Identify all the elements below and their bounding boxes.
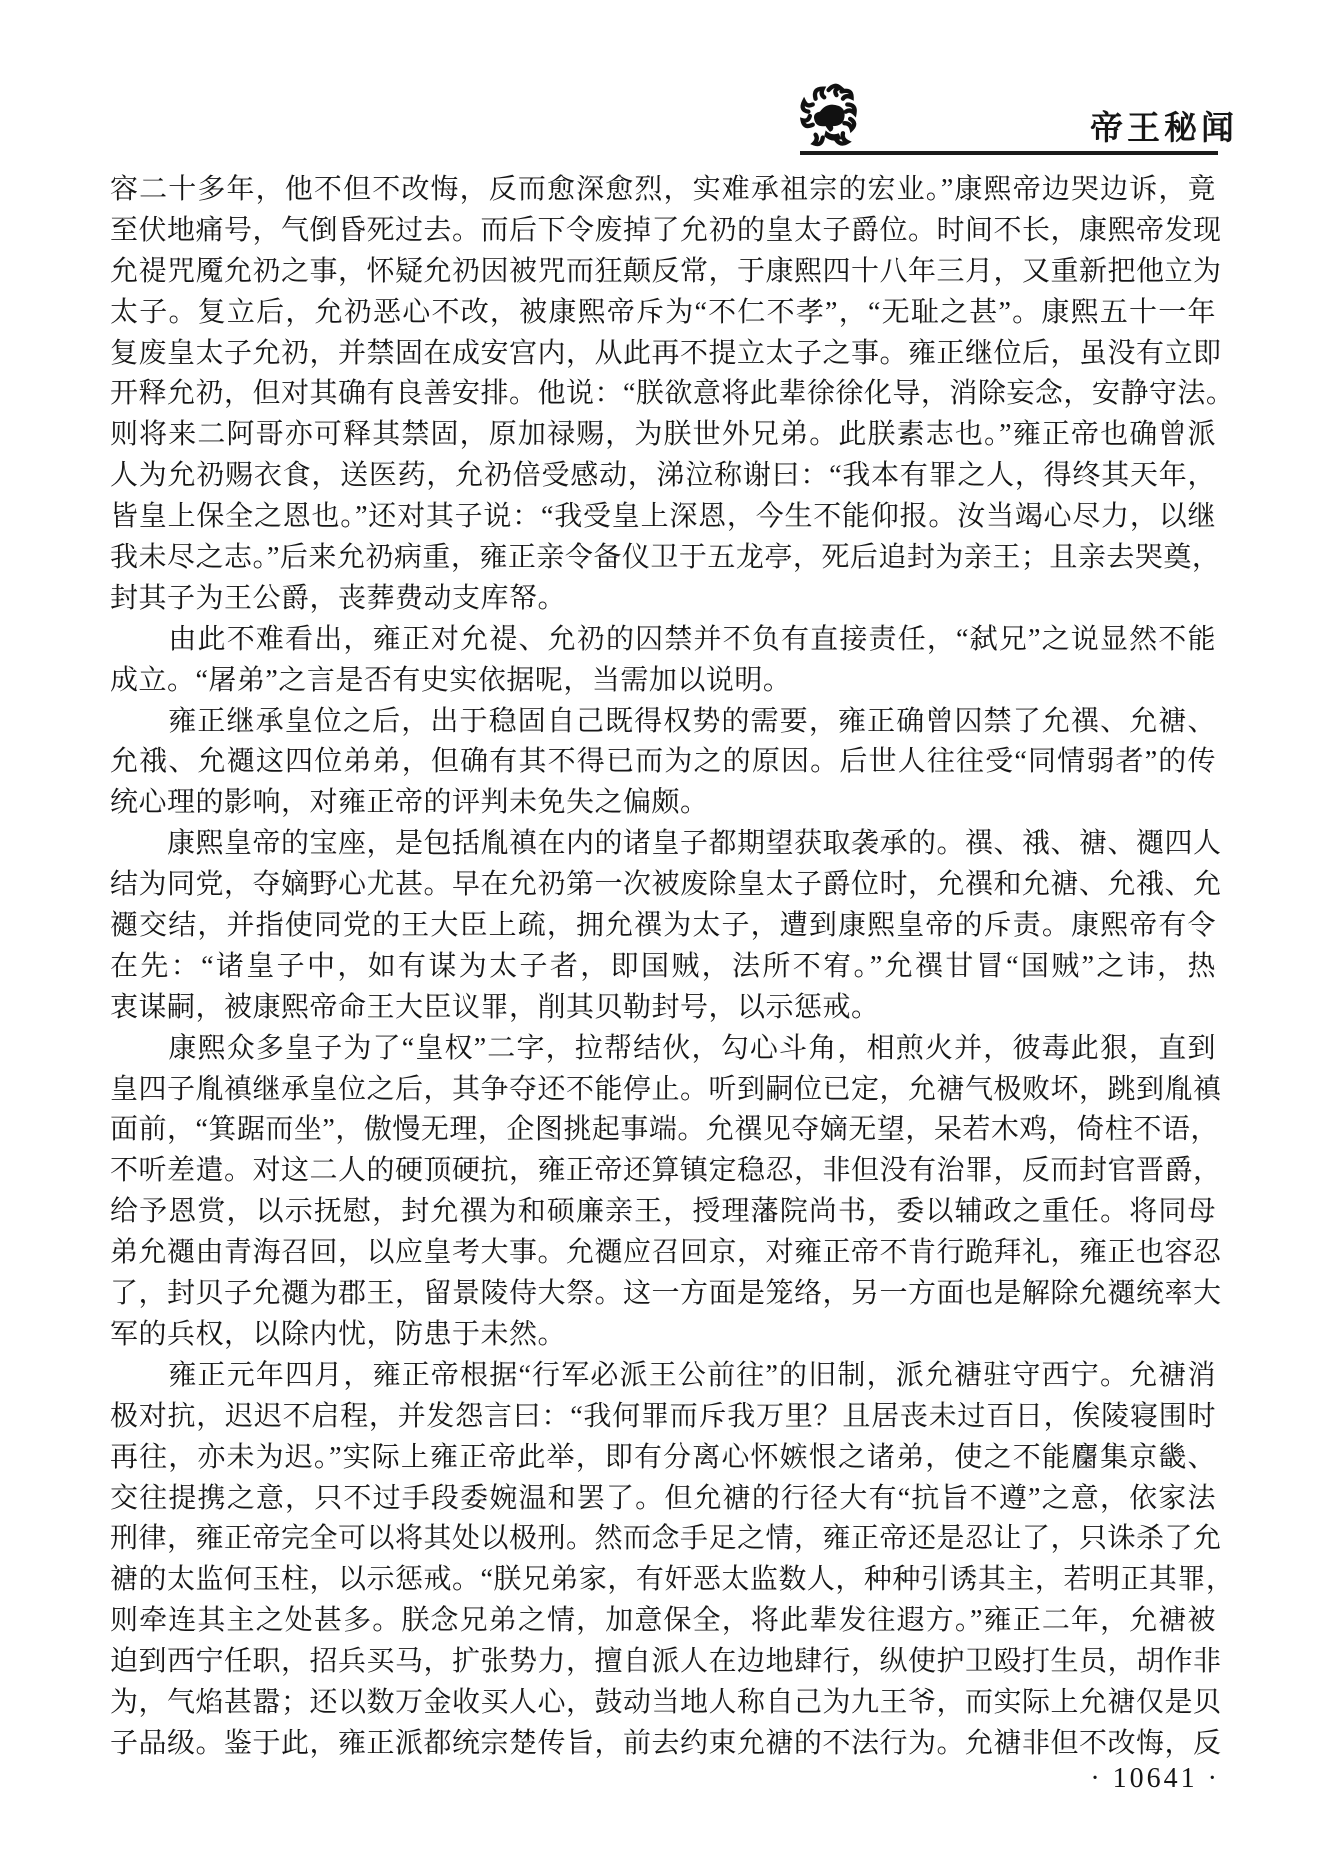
text-line: 雍正元年四月，雍正帝根据“行军必派王公前往”的旧制，派允禟驻守西宁。允禟消 (110, 1359, 1216, 1391)
text-line: 康熙众多皇子为了“皇权”二字，拉帮结伙，勾心斗角，相煎火并，彼毒此狠，直到 (110, 1032, 1216, 1064)
text-line: 迫到西宁任职，招兵买马，扩张势力，擅自派人在边地肆行，纵使护卫殴打生员，胡作非 (110, 1646, 1222, 1678)
text-line: 康熙皇帝的宝座，是包括胤禛在内的诸皇子都期望获取袭承的。禩、䄉、禟、禵四人 (110, 828, 1222, 860)
text-line: 我未尽之志。”后来允礽病重，雍正亲令备仪卫于五龙亭，死后追封为亲王；且亲去哭奠， (110, 542, 1221, 574)
text-line: 则将来二阿哥亦可释其禁固，原加禄赐，为朕世外兄弟。此朕素志也。”雍正帝也确曾派 (110, 419, 1216, 451)
text-line: 由此不难看出，雍正对允禔、允礽的囚禁并不负有直接责任，“弑兄”之说显然不能 (110, 623, 1216, 655)
text-line: 统心理的影响，对雍正帝的评判未免失之偏颇。 (110, 787, 709, 819)
text-line: 在先：“诸皇子中，如有谋为太子者，即国贼，法所不宥。”允禩甘冒“国贼”之讳，热 (110, 950, 1216, 982)
text-line: 皆皇上保全之恩也。”还对其子说：“我受皇上深恩，今生不能仰报。汝当竭心尽力，以继 (110, 501, 1216, 533)
text-line: 弟允禵由青海召回，以应皇考大事。允禵应召回京，对雍正帝不肯行跪拜礼，雍正也容忍 (110, 1237, 1222, 1269)
text-line: 成立。“屠弟”之言是否有史实依据呢，当需加以说明。 (110, 664, 792, 696)
text-line: 刑律，雍正帝完全可以将其处以极刑。然而念手足之情，雍正帝还是忍让了，只诛杀了允 (110, 1523, 1222, 1555)
text-line: 允䄉、允禵这四位弟弟，但确有其不得已而为之的原因。后世人往往受“同情弱者”的传 (110, 746, 1216, 778)
text-line: 则牵连其主之处甚多。朕念兄弟之情，加意保全，将此辈发往遐方。”雍正二年，允禟被 (110, 1605, 1216, 1637)
dragon-ornament-icon (793, 80, 867, 152)
text-line: 容二十多年，他不但不改悔，反而愈深愈烈，实难承祖宗的宏业。”康熙帝边哭边诉，竟 (110, 174, 1216, 205)
text-line: 开释允礽，但对其确有良善安排。他说：“朕欲意将此辈徐徐化导，消除妄念，安静守法。 (110, 378, 1235, 410)
text-line: 复废皇太子允礽，并禁固在成安宫内，从此再不提立太子之事。雍正继位后，虽没有立即 (110, 337, 1222, 369)
text-line: 禵交结，并指使同党的王大臣上疏，拥允禩为太子，遭到康熙皇帝的斥责。康熙帝有令 (110, 910, 1216, 942)
text-line: 军的兵权，以除内忧，防患于未然。 (110, 1318, 567, 1350)
text-line: 人为允礽赐衣食，送医药，允礽倍受感动，涕泣称谢曰：“我本有罪之人，得终其天年， (110, 460, 1216, 492)
header-rule (800, 151, 1218, 155)
text-line: 不听差遣。对这二人的硬顶硬抗，雍正帝还算镇定稳忍，非但没有治罪，反而封官晋爵， (110, 1155, 1222, 1187)
text-line: 给予恩赏，以示抚慰，封允禩为和硕廉亲王，授理藩院尚书，委以辅政之重任。将同母 (110, 1196, 1216, 1228)
text-line: 了，封贝子允禵为郡王，留景陵侍大祭。这一方面是笼络，另一方面也是解除允禵统率大 (110, 1278, 1222, 1310)
body-text-block (110, 170, 1235, 1765)
text-line: 封其子为王公爵，丧葬费动支库帑。 (110, 582, 567, 614)
text-line: 衷谋嗣，被康熙帝命王大臣议罪，削其贝勒封号，以示惩戒。 (110, 991, 880, 1023)
page-number: · 10641 · (1090, 1763, 1220, 1794)
text-line: 面前，“箕踞而坐”，傲慢无理，企图挑起事端。允禩见夺嫡无望，呆若木鸡，倚柱不语， (110, 1114, 1219, 1146)
text-line: 允禔咒魇允礽之事，怀疑允礽因被咒而狂颠反常，于康熙四十八年三月，又重新把他立为 (110, 255, 1222, 287)
running-header-title: 帝王秘闻 (1090, 109, 1238, 146)
text-line: 交往提携之意，只不过手段委婉温和罢了。但允禟的行径大有“抗旨不遵”之意，依家法 (110, 1482, 1216, 1514)
text-line: 皇四子胤禛继承皇位之后，其争夺还不能停止。听到嗣位已定，允禟气极败坏，跳到胤禛 (110, 1073, 1222, 1105)
text-line: 禟的太监何玉柱，以示惩戒。“朕兄弟家，有奸恶太监数人，种种引诱其主，若明正其罪， (110, 1564, 1235, 1596)
text-line: 极对抗，迟迟不启程，并发怨言曰：“我何罪而斥我万里？且居丧未过百日，俟陵寝围时 (110, 1400, 1216, 1432)
text-line: 为，气焰甚嚣；还以数万金收买人心，鼓动当地人称自己为九王爷，而实际上允禟仅是贝 (110, 1686, 1222, 1718)
text-line: 结为同党，夺嫡野心尤甚。早在允礽第一次被废除皇太子爵位时，允禩和允禟、允䄉、允 (110, 869, 1222, 901)
text-line: 至伏地痛号，气倒昏死过去。而后下令废掉了允礽的皇太子爵位。时间不长，康熙帝发现 (110, 214, 1222, 246)
text-line: 雍正继承皇位之后，出于稳固自己既得权势的需要，雍正确曾囚禁了允禩、允禟、 (110, 705, 1216, 737)
text-line: 子品级。鉴于此，雍正派都统宗楚传旨，前去约束允禟的不法行为。允禟非但不改悔，反 (110, 1727, 1222, 1759)
text-line: 太子。复立后，允礽恶心不改，被康熙帝斥为“不仁不孝”，“无耻之甚”。康熙五十一年 (110, 296, 1216, 328)
text-line: 再往，亦未为迟。”实际上雍正帝此举，即有分离心怀嫉恨之诸弟，使之不能麕集京畿、 (110, 1441, 1216, 1473)
